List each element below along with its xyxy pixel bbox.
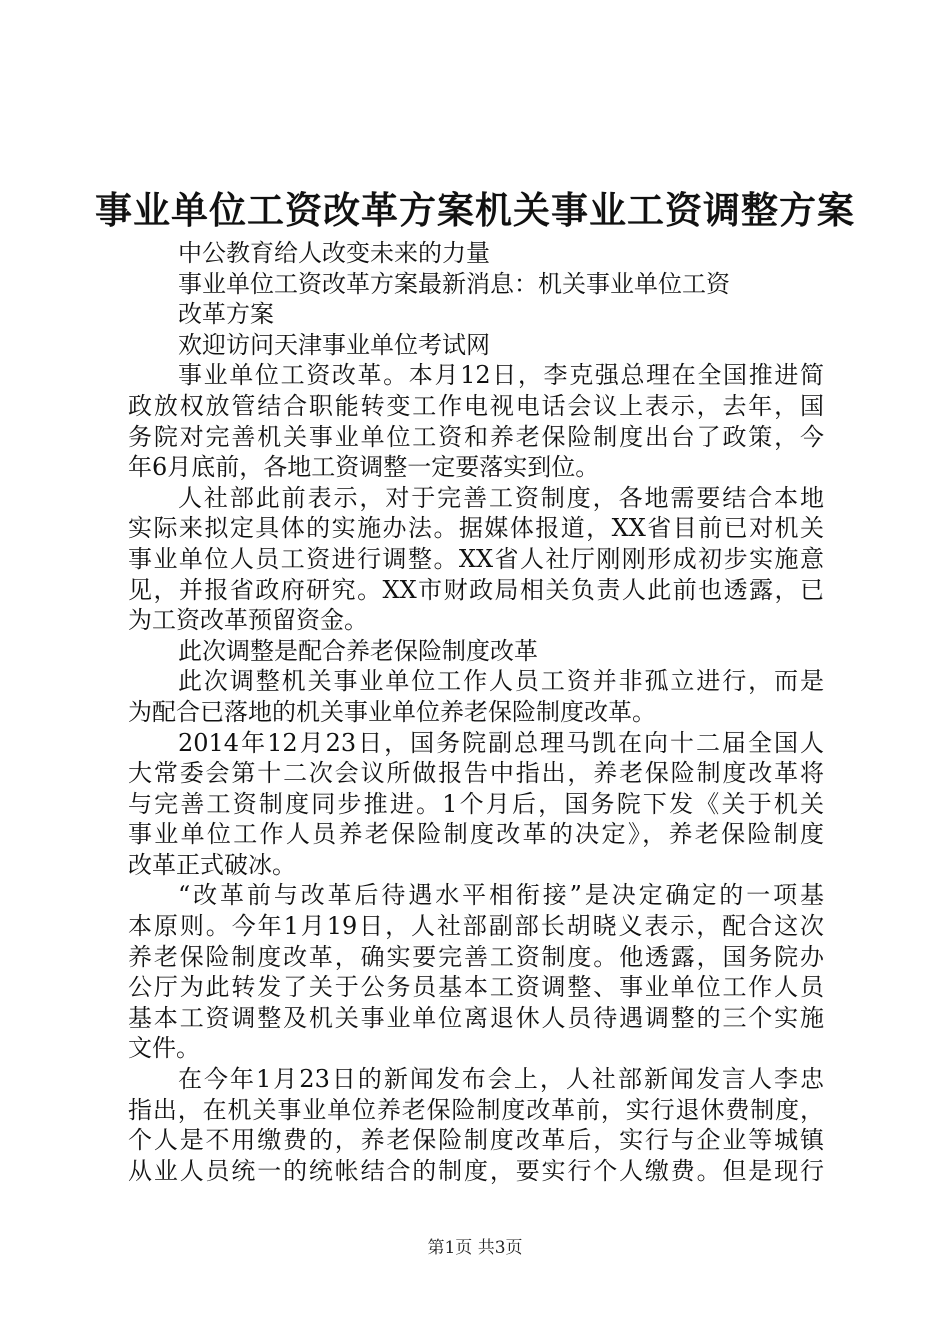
paragraph-line: 从业人员统一的统帐结合的制度，要实行个人缴费。但是现行: [128, 1156, 824, 1185]
page-number-footer: 第1页 共3页: [427, 1238, 523, 1258]
text-line: 欢迎访问天津事业单位考试网: [178, 330, 490, 359]
paragraph-line: 为配合已落地的机关事业单位养老保险制度改革。: [128, 697, 656, 726]
paragraph-line: 公厅为此转发了关于公务员基本工资调整、事业单位工作人员: [128, 973, 824, 1002]
paragraph-line: 为工资改革预留资金。: [128, 606, 368, 635]
paragraph-line: 务院对完善机关事业单位工资和养老保险制度出台了政策，今: [128, 422, 824, 451]
paragraph-line: 改革正式破冰。: [128, 850, 296, 879]
paragraph-line: 在今年1月23日的新闻发布会上，人社部新闻发言人李忠: [178, 1065, 824, 1094]
paragraph-line: 事业单位工作人员养老保险制度改革的决定》，养老保险制度: [128, 820, 824, 849]
paragraph-line: 养老保险制度改革，确实要完善工资制度。他透露，国务院办: [128, 942, 824, 971]
paragraph-line: 文件。: [128, 1034, 200, 1063]
paragraph-line: 大常委会第十二次会议所做报告中指出，养老保险制度改革将: [128, 759, 824, 788]
document-title: 事业单位工资改革方案机关事业工资调整方案: [95, 188, 855, 232]
text-line: 事业单位工资改革方案最新消息：机关事业单位工资: [178, 269, 730, 298]
paragraph-line: 此次调整机关事业单位工作人员工资并非孤立进行，而是: [178, 667, 824, 696]
paragraph-line: 事业单位人员工资进行调整。XX省人社厅刚刚形成初步实施意: [128, 544, 824, 573]
section-heading: 此次调整是配合养老保险制度改革: [178, 636, 538, 665]
paragraph-line: 政放权放管结合职能转变工作电视电话会议上表示，去年，国: [128, 391, 824, 420]
text-line: 改革方案: [178, 300, 274, 329]
text-line: 中公教育给人改变未来的力量: [178, 239, 490, 267]
paragraph-line: 事业单位工资改革。本月12日，李克强总理在全国推进简: [178, 361, 824, 390]
paragraph-line: 人社部此前表示，对于完善工资制度，各地需要结合本地: [178, 483, 824, 512]
paragraph-line: 实际来拟定具体的实施办法。据媒体报道，XX省目前已对机关: [128, 514, 824, 543]
paragraph-line: 2014年12月23日，国务院副总理马凯在向十二届全国人: [178, 728, 824, 757]
paragraph-line: 基本工资调整及机关事业单位离退休人员待遇调整的三个实施: [128, 1003, 824, 1032]
paragraph-line: 指出，在机关事业单位养老保险制度改革前，实行退休费制度，: [128, 1095, 824, 1124]
paragraph-line: 本原则。今年1月19日，人社部副部长胡晓义表示，配合这次: [128, 912, 824, 941]
paragraph-line: 年6月底前，各地工资调整一定要落实到位。: [128, 453, 600, 482]
paragraph-line: 个人是不用缴费的，养老保险制度改革后，实行与企业等城镇: [128, 1126, 824, 1155]
document-body: [128, 238, 824, 1186]
paragraph-line: 见，并报省政府研究。XX市财政局相关负责人此前也透露，已: [128, 575, 824, 604]
paragraph-line: “改革前与改革后待遇水平相衔接”是决定确定的一项基: [178, 881, 824, 910]
paragraph-line: 与完善工资制度同步推进。1个月后，国务院下发《关于机关: [128, 789, 824, 818]
